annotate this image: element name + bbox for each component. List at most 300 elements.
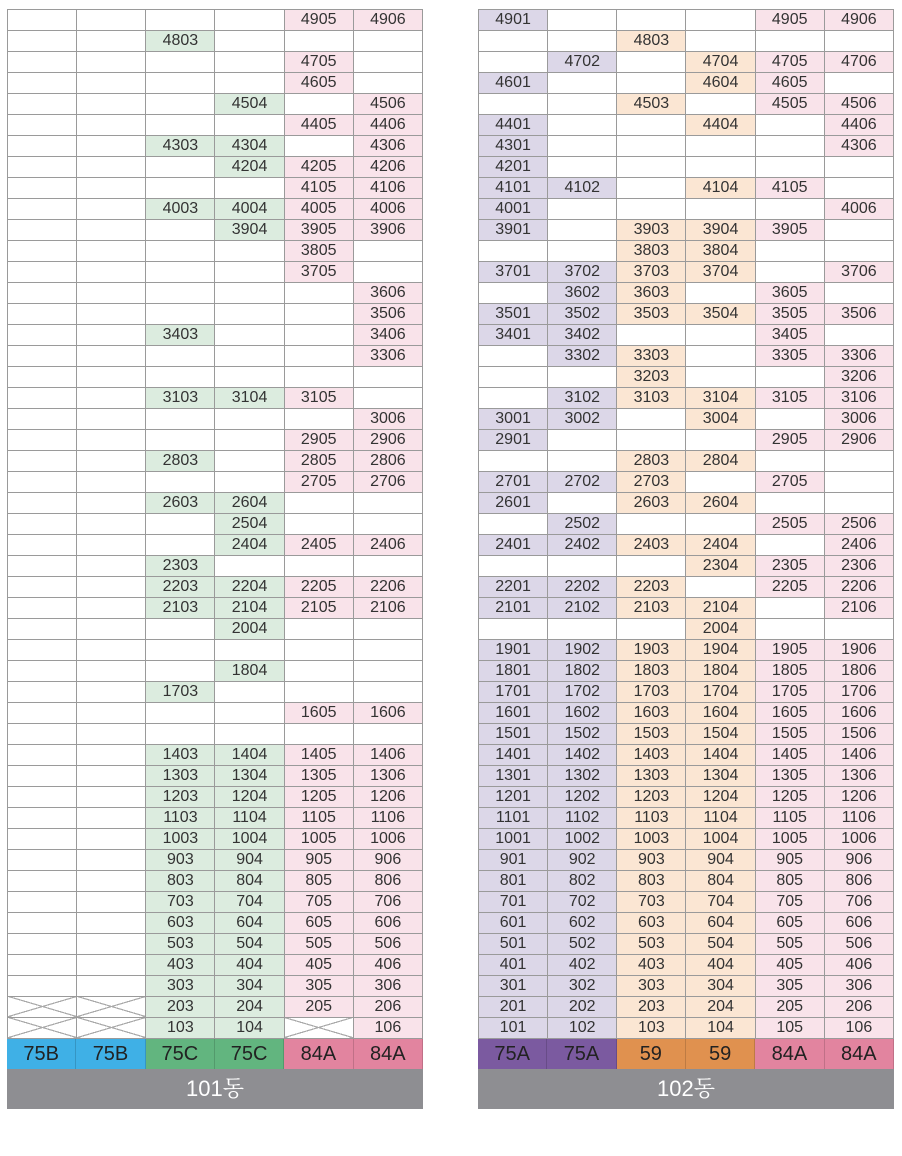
- unit-cell: 3105: [755, 388, 824, 409]
- unit-cell: 1205: [284, 786, 353, 807]
- unit-cell: 2603: [146, 492, 215, 513]
- unit-type-row: [7, 1039, 423, 1069]
- unit-cell: 4406: [353, 115, 422, 136]
- empty-cell: [146, 367, 215, 388]
- floor-row: [8, 996, 423, 1017]
- floor-row: [479, 94, 894, 115]
- unit-grid: [478, 9, 894, 1039]
- unit-cell: 2102: [548, 598, 617, 619]
- empty-cell: [686, 136, 755, 157]
- empty-cell: [824, 220, 893, 241]
- unit-type-label: 75B: [7, 1039, 76, 1069]
- unit-cell: 2401: [479, 535, 548, 556]
- unit-cell: 4503: [617, 94, 686, 115]
- floor-row: [8, 387, 423, 408]
- unit-cell: 504: [215, 933, 284, 954]
- empty-cell: [284, 367, 353, 388]
- floor-row: [8, 262, 423, 283]
- unit-cell: 2604: [215, 492, 284, 513]
- unit-cell: 2603: [617, 493, 686, 514]
- empty-cell: [8, 618, 77, 639]
- unit-cell: 1305: [284, 765, 353, 786]
- unit-cell: 1503: [617, 724, 686, 745]
- unit-cell: 2804: [686, 451, 755, 472]
- floor-row: [479, 325, 894, 346]
- unit-cell: 4104: [686, 178, 755, 199]
- building-label: 102동: [478, 1069, 894, 1109]
- floor-row: [479, 514, 894, 535]
- empty-cell: [77, 891, 146, 912]
- empty-cell: [479, 619, 548, 640]
- unit-cell: 905: [755, 850, 824, 871]
- empty-cell: [77, 346, 146, 367]
- unit-cell: 2404: [686, 535, 755, 556]
- unit-cell: 4901: [479, 10, 548, 31]
- unit-cell: 4905: [284, 10, 353, 31]
- unit-cell: 504: [686, 934, 755, 955]
- floor-row: [8, 346, 423, 367]
- empty-cell: [77, 534, 146, 555]
- unit-cell: 4906: [824, 10, 893, 31]
- empty-cell: [77, 450, 146, 471]
- empty-cell: [755, 451, 824, 472]
- empty-cell: [146, 429, 215, 450]
- empty-cell: [146, 73, 215, 94]
- unit-cell: 1506: [824, 724, 893, 745]
- empty-cell: [8, 954, 77, 975]
- unit-cell: 401: [479, 955, 548, 976]
- floor-row: [479, 724, 894, 745]
- empty-cell: [77, 849, 146, 870]
- floor-row: [479, 535, 894, 556]
- empty-cell: [8, 220, 77, 241]
- floor-row: [479, 31, 894, 52]
- empty-cell: [284, 136, 353, 157]
- unit-type-label: 75A: [547, 1039, 616, 1069]
- unit-cell: 1103: [146, 807, 215, 828]
- unit-cell: 1901: [479, 640, 548, 661]
- unit-cell: 206: [353, 996, 422, 1017]
- floor-row: [8, 807, 423, 828]
- unit-cell: 4704: [686, 52, 755, 73]
- unit-type-label: 75C: [146, 1039, 215, 1069]
- unit-cell: 3702: [548, 262, 617, 283]
- empty-cell: [77, 513, 146, 534]
- unit-cell: 806: [824, 871, 893, 892]
- floor-row: [479, 934, 894, 955]
- unit-cell: 106: [824, 1018, 893, 1039]
- empty-cell: [8, 513, 77, 534]
- empty-cell: [146, 408, 215, 429]
- empty-cell: [77, 10, 146, 31]
- unit-cell: 803: [617, 871, 686, 892]
- unit-cell: 2202: [548, 577, 617, 598]
- unit-cell: 806: [353, 870, 422, 891]
- unit-cell: 2601: [479, 493, 548, 514]
- unit-cell: 3104: [215, 387, 284, 408]
- empty-cell: [755, 262, 824, 283]
- unit-cell: 601: [479, 913, 548, 934]
- floor-row: [479, 493, 894, 514]
- unit-cell: 2405: [284, 534, 353, 555]
- unit-cell: 403: [617, 955, 686, 976]
- unit-cell: 3903: [617, 220, 686, 241]
- floor-row: [479, 241, 894, 262]
- unit-cell: 1101: [479, 808, 548, 829]
- empty-cell: [479, 94, 548, 115]
- empty-cell: [77, 31, 146, 52]
- empty-cell: [8, 660, 77, 681]
- empty-cell: [146, 52, 215, 73]
- empty-cell: [77, 241, 146, 262]
- unavailable-cell: [77, 1017, 146, 1038]
- unit-cell: 3602: [548, 283, 617, 304]
- unit-cell: 4201: [479, 157, 548, 178]
- empty-cell: [77, 115, 146, 136]
- floor-row: [8, 178, 423, 199]
- empty-cell: [77, 681, 146, 702]
- unit-cell: 502: [548, 934, 617, 955]
- empty-cell: [77, 555, 146, 576]
- unit-type-label: 75A: [478, 1039, 547, 1069]
- empty-cell: [824, 178, 893, 199]
- empty-cell: [353, 618, 422, 639]
- empty-cell: [77, 262, 146, 283]
- empty-cell: [215, 471, 284, 492]
- unit-cell: 702: [548, 892, 617, 913]
- empty-cell: [686, 472, 755, 493]
- empty-cell: [77, 283, 146, 304]
- empty-cell: [548, 73, 617, 94]
- empty-cell: [77, 618, 146, 639]
- unit-cell: 203: [617, 997, 686, 1018]
- empty-cell: [77, 807, 146, 828]
- empty-cell: [8, 933, 77, 954]
- empty-cell: [8, 534, 77, 555]
- floor-row: [479, 10, 894, 31]
- unit-cell: 202: [548, 997, 617, 1018]
- empty-cell: [215, 304, 284, 325]
- unit-cell: 3905: [284, 220, 353, 241]
- unit-cell: 1403: [617, 745, 686, 766]
- unit-cell: 1106: [824, 808, 893, 829]
- empty-cell: [755, 136, 824, 157]
- floor-row: [8, 933, 423, 954]
- unit-cell: 4205: [284, 157, 353, 178]
- empty-cell: [479, 451, 548, 472]
- unit-cell: 2106: [824, 598, 893, 619]
- empty-cell: [824, 73, 893, 94]
- unit-cell: 605: [284, 912, 353, 933]
- floor-row: [479, 451, 894, 472]
- empty-cell: [146, 639, 215, 660]
- unit-cell: 3002: [548, 409, 617, 430]
- unit-cell: 2404: [215, 534, 284, 555]
- unit-cell: 403: [146, 954, 215, 975]
- empty-cell: [479, 367, 548, 388]
- empty-cell: [824, 157, 893, 178]
- floor-row: [8, 954, 423, 975]
- empty-cell: [548, 493, 617, 514]
- empty-cell: [479, 241, 548, 262]
- unit-cell: 1402: [548, 745, 617, 766]
- empty-cell: [479, 514, 548, 535]
- floor-row: [8, 534, 423, 555]
- unit-cell: 303: [617, 976, 686, 997]
- empty-cell: [353, 31, 422, 52]
- empty-cell: [284, 555, 353, 576]
- unit-cell: 4304: [215, 136, 284, 157]
- unit-cell: 2901: [479, 430, 548, 451]
- floor-row: [8, 367, 423, 388]
- empty-cell: [8, 199, 77, 220]
- unit-cell: 3103: [617, 388, 686, 409]
- unit-cell: 1703: [146, 681, 215, 702]
- unit-cell: 3105: [284, 387, 353, 408]
- floor-row: [8, 702, 423, 723]
- unit-cell: 1302: [548, 766, 617, 787]
- empty-cell: [8, 325, 77, 346]
- empty-cell: [284, 325, 353, 346]
- unit-cell: 1105: [284, 807, 353, 828]
- unit-cell: 1806: [824, 661, 893, 682]
- unit-cell: 1605: [755, 703, 824, 724]
- unit-cell: 4505: [755, 94, 824, 115]
- floor-row: [479, 157, 894, 178]
- unavailable-cell: [8, 996, 77, 1017]
- unit-cell: 2806: [353, 450, 422, 471]
- unit-cell: 404: [215, 954, 284, 975]
- empty-cell: [146, 220, 215, 241]
- empty-cell: [215, 73, 284, 94]
- unit-cell: 105: [755, 1018, 824, 1039]
- floor-row: [479, 703, 894, 724]
- empty-cell: [77, 178, 146, 199]
- floor-row: [479, 850, 894, 871]
- empty-cell: [215, 408, 284, 429]
- unit-cell: 3303: [617, 346, 686, 367]
- empty-cell: [77, 702, 146, 723]
- floor-row: [479, 115, 894, 136]
- unit-cell: 1105: [755, 808, 824, 829]
- unit-cell: 2803: [617, 451, 686, 472]
- unit-cell: 603: [617, 913, 686, 934]
- unit-cell: 701: [479, 892, 548, 913]
- unit-cell: 3905: [755, 220, 824, 241]
- unit-cell: 1404: [215, 744, 284, 765]
- empty-cell: [215, 639, 284, 660]
- unit-cell: 4405: [284, 115, 353, 136]
- empty-cell: [8, 408, 77, 429]
- empty-cell: [77, 744, 146, 765]
- unit-cell: 4601: [479, 73, 548, 94]
- unit-cell: 4705: [755, 52, 824, 73]
- unit-cell: 3805: [284, 241, 353, 262]
- unit-cell: 2203: [146, 576, 215, 597]
- unit-cell: 3104: [686, 388, 755, 409]
- floor-row: [479, 913, 894, 934]
- unit-cell: 306: [353, 975, 422, 996]
- unit-cell: 1406: [353, 744, 422, 765]
- unit-cell: 503: [617, 934, 686, 955]
- unit-cell: 3006: [824, 409, 893, 430]
- unit-cell: 2406: [824, 535, 893, 556]
- unit-type-label: 59: [686, 1039, 755, 1069]
- floor-row: [8, 136, 423, 157]
- empty-cell: [77, 429, 146, 450]
- unit-cell: 4303: [146, 136, 215, 157]
- unit-cell: 2104: [215, 597, 284, 618]
- unit-cell: 3503: [617, 304, 686, 325]
- unit-cell: 904: [215, 849, 284, 870]
- empty-cell: [8, 891, 77, 912]
- unit-cell: 1004: [686, 829, 755, 850]
- unit-cell: 104: [686, 1018, 755, 1039]
- unit-cell: 4702: [548, 52, 617, 73]
- empty-cell: [548, 367, 617, 388]
- unit-cell: 4102: [548, 178, 617, 199]
- unit-cell: 3103: [146, 387, 215, 408]
- empty-cell: [284, 681, 353, 702]
- empty-cell: [479, 556, 548, 577]
- empty-cell: [77, 408, 146, 429]
- empty-cell: [284, 408, 353, 429]
- unit-cell: 4105: [755, 178, 824, 199]
- unit-cell: 4706: [824, 52, 893, 73]
- floor-row: [479, 598, 894, 619]
- empty-cell: [548, 157, 617, 178]
- unit-cell: 1705: [755, 682, 824, 703]
- unit-cell: 1002: [548, 829, 617, 850]
- unit-cell: 1702: [548, 682, 617, 703]
- empty-cell: [548, 199, 617, 220]
- empty-cell: [146, 157, 215, 178]
- unit-cell: 405: [284, 954, 353, 975]
- unit-cell: 1502: [548, 724, 617, 745]
- unit-cell: 2205: [284, 576, 353, 597]
- empty-cell: [8, 367, 77, 388]
- floor-row: [8, 325, 423, 346]
- unit-cell: 4605: [284, 73, 353, 94]
- unit-cell: 3606: [353, 283, 422, 304]
- unit-cell: 505: [755, 934, 824, 955]
- unit-cell: 1206: [353, 786, 422, 807]
- unit-cell: 1606: [353, 702, 422, 723]
- empty-cell: [548, 241, 617, 262]
- floor-row: [8, 304, 423, 325]
- empty-cell: [215, 115, 284, 136]
- unit-cell: 1804: [686, 661, 755, 682]
- unit-cell: 3206: [824, 367, 893, 388]
- unit-cell: 604: [215, 912, 284, 933]
- unit-cell: 506: [353, 933, 422, 954]
- unit-cell: 705: [284, 891, 353, 912]
- floor-row: [8, 199, 423, 220]
- empty-cell: [8, 10, 77, 31]
- unit-cell: 1306: [824, 766, 893, 787]
- unit-cell: 1703: [617, 682, 686, 703]
- empty-cell: [8, 471, 77, 492]
- empty-cell: [617, 556, 686, 577]
- unit-cell: 4306: [824, 136, 893, 157]
- unit-cell: 2905: [284, 429, 353, 450]
- unit-cell: 3603: [617, 283, 686, 304]
- empty-cell: [353, 52, 422, 73]
- floor-row: [479, 283, 894, 304]
- floor-row: [479, 997, 894, 1018]
- unit-cell: 3401: [479, 325, 548, 346]
- unit-cell: 2103: [617, 598, 686, 619]
- unit-cell: 4101: [479, 178, 548, 199]
- unit-cell: 4705: [284, 52, 353, 73]
- unit-cell: 2504: [215, 513, 284, 534]
- empty-cell: [284, 31, 353, 52]
- unit-cell: 304: [686, 976, 755, 997]
- empty-cell: [353, 513, 422, 534]
- unit-cell: 4006: [824, 199, 893, 220]
- empty-cell: [8, 157, 77, 178]
- floor-row: [8, 786, 423, 807]
- empty-cell: [215, 52, 284, 73]
- empty-cell: [617, 325, 686, 346]
- unit-type-label: 84A: [825, 1039, 894, 1069]
- unit-cell: 2906: [824, 430, 893, 451]
- unit-cell: 2803: [146, 450, 215, 471]
- unit-cell: 1104: [215, 807, 284, 828]
- unit-cell: 303: [146, 975, 215, 996]
- unit-cell: 1501: [479, 724, 548, 745]
- unit-cell: 2303: [146, 555, 215, 576]
- empty-cell: [548, 136, 617, 157]
- unit-cell: 1204: [686, 787, 755, 808]
- empty-cell: [77, 52, 146, 73]
- empty-cell: [77, 220, 146, 241]
- unit-cell: 3703: [617, 262, 686, 283]
- floor-row: [479, 556, 894, 577]
- empty-cell: [215, 555, 284, 576]
- unit-cell: 3904: [215, 220, 284, 241]
- unit-cell: 103: [617, 1018, 686, 1039]
- empty-cell: [146, 10, 215, 31]
- unit-cell: 4206: [353, 157, 422, 178]
- floor-row: [479, 808, 894, 829]
- empty-cell: [8, 555, 77, 576]
- empty-cell: [548, 10, 617, 31]
- unit-cell: 1203: [146, 786, 215, 807]
- unit-cell: 803: [146, 870, 215, 891]
- empty-cell: [146, 471, 215, 492]
- unit-cell: 703: [146, 891, 215, 912]
- empty-cell: [686, 514, 755, 535]
- unit-cell: 1601: [479, 703, 548, 724]
- unit-cell: 3305: [755, 346, 824, 367]
- empty-cell: [353, 681, 422, 702]
- floor-row: [8, 870, 423, 891]
- empty-cell: [77, 136, 146, 157]
- empty-cell: [755, 598, 824, 619]
- empty-cell: [755, 493, 824, 514]
- unit-cell: 2101: [479, 598, 548, 619]
- unit-cell: 2206: [824, 577, 893, 598]
- unit-cell: 1605: [284, 702, 353, 723]
- unit-cell: 503: [146, 933, 215, 954]
- unit-cell: 3803: [617, 241, 686, 262]
- floor-row: [479, 199, 894, 220]
- unit-grid: [7, 9, 423, 1039]
- unit-cell: 901: [479, 850, 548, 871]
- unit-cell: 4605: [755, 73, 824, 94]
- unit-cell: 3901: [479, 220, 548, 241]
